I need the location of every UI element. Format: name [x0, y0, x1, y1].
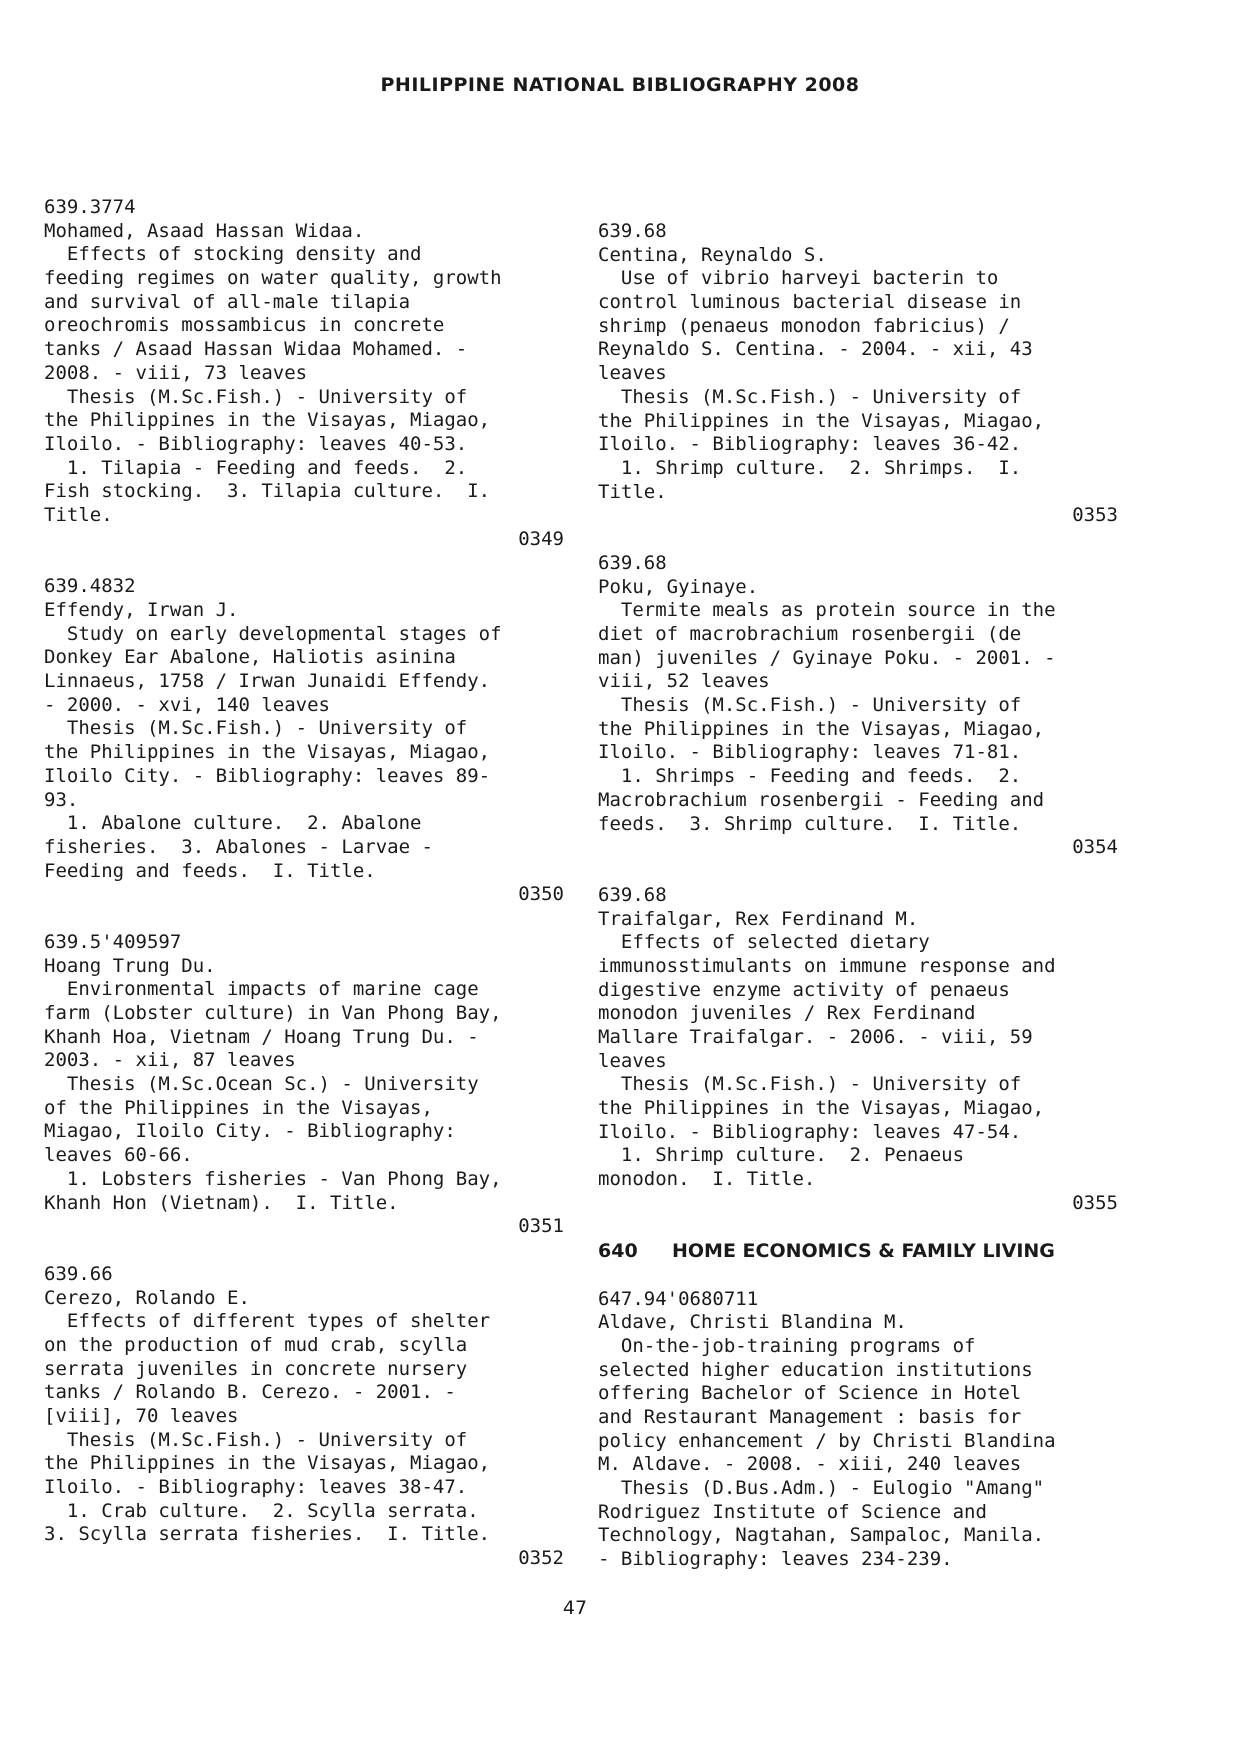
entry-line: Mohamed, Asaad Hassan Widaa. [44, 219, 365, 242]
entry-line: feeds. 3. Shrimp culture. I. Title. [598, 812, 1022, 835]
record-number: 0355 [1072, 1191, 1118, 1214]
entry-line: serrata juveniles in concrete nursery [44, 1357, 468, 1380]
entry-line: Use of vibrio harveyi bacterin to [598, 267, 999, 290]
entry-line: diet of macrobrachium rosenbergii (de [598, 623, 1022, 645]
entry-line: tanks / Asaad Hassan Widaa Mohamed. - [44, 338, 468, 361]
entry-line: leaves [598, 362, 667, 385]
bibliography-entry [598, 1288, 1118, 1572]
entry-line: shrimp (penaeus monodon fabricius) / [598, 314, 1010, 337]
entry-line: digestive enzyme activity of penaeus [598, 978, 1010, 1001]
entry-line: On-the-job-training programs of [598, 1334, 976, 1357]
record-number: 0354 [1072, 836, 1118, 859]
call-number: 639.5'409597 [44, 930, 182, 953]
entry-line: farm (Lobster culture) in Van Phong Bay, [44, 1002, 502, 1024]
entry-line: monodon. I. Title. [598, 1168, 816, 1191]
entry-line: leaves [598, 1049, 667, 1072]
entry-line: Centina, Reynaldo S. [598, 243, 827, 266]
entry-line: Effects of different types of shelter [44, 1310, 491, 1333]
section-number: 640 [598, 1239, 638, 1262]
entry-line: and Restaurant Management : basis for [598, 1405, 1022, 1428]
entry-line: fisheries. 3. Abalones - Larvae - [44, 835, 433, 858]
entry-line: Thesis (M.Sc.Fish.) - University of [44, 1428, 468, 1451]
entry-line: offering Bachelor of Science in Hotel [598, 1382, 1022, 1405]
entry-line: Iloilo City. - Bibliography: leaves 89- [44, 764, 491, 787]
entry-line: Iloilo. - Bibliography: leaves 38-47. [44, 1476, 468, 1499]
bibliography-entry [598, 884, 1118, 1216]
call-number: 639.68 [598, 551, 667, 574]
entry-line: Thesis (M.Sc.Fish.) - University of [44, 385, 468, 408]
entry-line: Environmental impacts of marine cage [44, 978, 479, 1001]
entry-line: the Philippines in the Visayas, Miagao, [598, 409, 1045, 432]
bibliography-entry [44, 196, 564, 551]
entry-line: 93. [44, 788, 79, 811]
entry-line: Iloilo. - Bibliography: leaves 40-53. [44, 432, 468, 455]
entry-line: Poku, Gyinaye. [598, 575, 759, 598]
entry-line: Aldave, Christi Blandina M. [598, 1311, 907, 1334]
entry-line: Iloilo. - Bibliography: leaves 47-54. [598, 1120, 1022, 1143]
entry-line: Title. [598, 480, 667, 503]
entry-line: 1. Abalone culture. 2. Abalone [44, 812, 422, 835]
left-column [44, 196, 564, 1595]
entry-line: Miagao, Iloilo City. - Bibliography: [44, 1120, 456, 1143]
entry-line: 2008. - viii, 73 leaves [44, 361, 308, 384]
bibliography-entry [598, 220, 1118, 528]
entry-line: the Philippines in the Visayas, Miagao, [44, 741, 491, 764]
entry-line: monodon juveniles / Rex Ferdinand [598, 1002, 976, 1025]
entry-line: immunosstimulants on immune response and [598, 954, 1056, 977]
entry-line: Cerezo, Rolando E. [44, 1286, 250, 1309]
entry-line: Mallare Traifalgar. - 2006. - viii, 59 [598, 1026, 1033, 1048]
section-title: HOME ECONOMICS & FAMILY LIVING [672, 1239, 1055, 1262]
entry-line: Thesis (M.Sc.Fish.) - University of [598, 1073, 1022, 1096]
section-heading [598, 1240, 1118, 1264]
entry-line: selected higher education institutions [598, 1358, 1033, 1381]
entry-line: control luminous bacterial disease in [598, 291, 1022, 314]
entry-line: 1. Shrimps - Feeding and feeds. 2. [598, 765, 1022, 788]
entry-line: 1. Tilapia - Feeding and feeds. 2. [44, 456, 468, 479]
entry-line: tanks / Rolando B. Cerezo. - 2001. - [44, 1381, 456, 1404]
entry-line: the Philippines in the Visayas, Miagao, [44, 409, 491, 432]
entry-line: Thesis (M.Sc.Fish.) - University of [598, 385, 1022, 408]
call-number: 647.94'0680711 [598, 1287, 759, 1310]
page-title: PHILIPPINE NATIONAL BIBLIOGRAPHY 2008 [380, 74, 860, 96]
bibliography-entry [44, 575, 564, 907]
entry-line: 1. Shrimp culture. 2. Penaeus [598, 1144, 965, 1167]
entry-line: 1. Crab culture. 2. Scylla serrata. [44, 1499, 479, 1522]
entry-line: - Bibliography: leaves 234-239. [598, 1548, 953, 1571]
entry-line: on the production of mud crab, scylla [44, 1333, 468, 1356]
entry-line: oreochromis mossambicus in concrete [44, 314, 445, 337]
entry-line: man) juveniles / Gyinaye Poku. - 2001. - [598, 646, 1056, 669]
record-number: 0352 [518, 1547, 564, 1570]
entry-line: Thesis (D.Bus.Adm.) - Eulogio "Amang" [598, 1477, 1045, 1499]
entry-line: Rodriguez Institute of Science and [598, 1500, 987, 1523]
entry-line: the Philippines in the Visayas, Miagao, [598, 1097, 1045, 1120]
entry-line: Macrobrachium rosenbergii - Feeding and [598, 788, 1045, 811]
entry-line: the Philippines in the Visayas, Miagao, [44, 1452, 491, 1475]
entry-line: Thesis (M.Sc.Ocean Sc.) - University [44, 1073, 479, 1096]
call-number: 639.68 [598, 883, 667, 906]
entry-line: Donkey Ear Abalone, Haliotis asinina [44, 646, 456, 669]
entry-line: Fish stocking. 3. Tilapia culture. I. [44, 480, 491, 503]
entry-line: Khanh Hon (Vietnam). I. Title. [44, 1191, 399, 1214]
entry-line: Title. [44, 503, 113, 526]
record-number: 0350 [518, 883, 564, 906]
entry-line: Khanh Hoa, Vietnam / Hoang Trung Du. - [44, 1025, 479, 1048]
page-number: 47 [562, 1597, 588, 1619]
entry-line: Thesis (M.Sc.Fish.) - University of [598, 694, 1022, 717]
entry-line: Hoang Trung Du. [44, 954, 216, 977]
entry-line: Linnaeus, 1758 / Irwan Junaidi Effendy. [44, 670, 491, 693]
entry-line: 1. Lobsters fisheries - Van Phong Bay, [44, 1167, 502, 1190]
call-number: 639.3774 [44, 196, 136, 218]
entry-line: 3. Scylla serrata fisheries. I. Title. [44, 1523, 491, 1546]
entry-line: - 2000. - xvi, 140 leaves [44, 693, 330, 716]
bibliography-entry [598, 552, 1118, 860]
entry-line: M. Aldave. - 2008. - xiii, 240 leaves [598, 1453, 1022, 1476]
entry-line: 2003. - xii, 87 leaves [44, 1049, 296, 1072]
entry-line: Technology, Nagtahan, Sampaloc, Manila. [598, 1524, 1045, 1547]
entry-line: the Philippines in the Visayas, Miagao, [598, 717, 1045, 740]
entry-line: Iloilo. - Bibliography: leaves 36-42. [598, 433, 1022, 456]
entry-line: 1. Shrimp culture. 2. Shrimps. I. [598, 456, 1022, 479]
entry-line: feeding regimes on water quality, growth [44, 267, 502, 290]
entry-line: viii, 52 leaves [598, 670, 770, 693]
bibliography-entry [44, 931, 564, 1239]
entry-line: Study on early developmental stages of [44, 622, 502, 645]
call-number: 639.66 [44, 1262, 113, 1285]
entry-line: Thesis (M.Sc.Fish.) - University of [44, 717, 468, 740]
call-number: 639.68 [598, 220, 667, 242]
entry-line: Reynaldo S. Centina. - 2004. - xii, 43 [598, 338, 1033, 361]
entry-line: Effects of stocking density and [44, 243, 422, 266]
entry-line: Iloilo. - Bibliography: leaves 71-81. [598, 741, 1022, 764]
record-number: 0353 [1072, 504, 1118, 527]
entry-line: leaves 60-66. [44, 1144, 193, 1167]
right-column [598, 220, 1118, 1596]
record-number: 0351 [518, 1215, 564, 1238]
entry-line: Effects of selected dietary [598, 931, 930, 954]
entry-line: [viii], 70 leaves [44, 1405, 239, 1427]
entry-line: and survival of all-male tilapia [44, 290, 411, 313]
entry-line: of the Philippines in the Visayas, [44, 1096, 433, 1119]
entry-line: Termite meals as protein source in the [598, 599, 1056, 622]
entry-line: Traifalgar, Rex Ferdinand M. [598, 907, 919, 930]
entry-line: Feeding and feeds. I. Title. [44, 859, 376, 882]
entry-line: Effendy, Irwan J. [44, 599, 239, 621]
entry-line: policy enhancement / by Christi Blandina [598, 1429, 1056, 1452]
call-number: 639.4832 [44, 575, 136, 598]
bibliography-entry [44, 1263, 564, 1571]
record-number: 0349 [518, 527, 564, 550]
